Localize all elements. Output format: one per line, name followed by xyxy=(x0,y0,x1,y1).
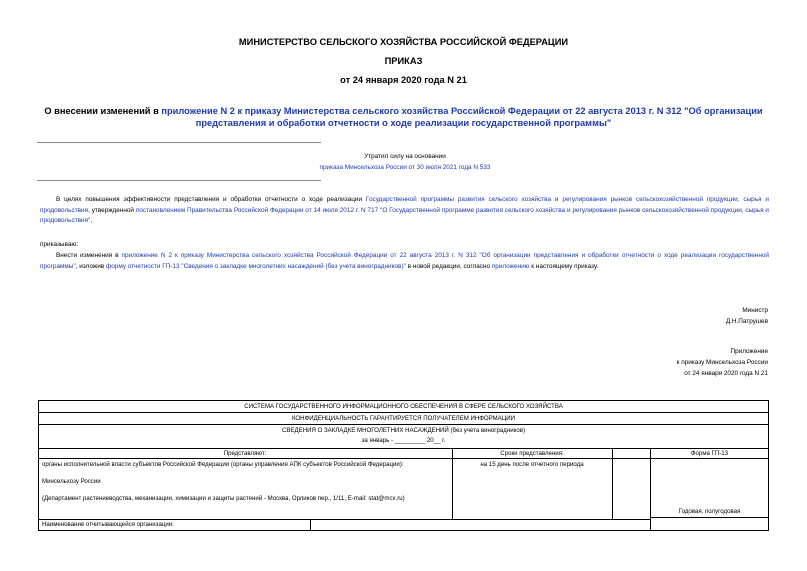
form-system: СИСТЕМА ГОСУДАРСТВЕННОГО ИНФОРМАЦИОННОГО ОБЕСПЕЧЕНИЯ В СФЕРЕ СЕЛЬСКОГО ХОЗЯЙСТВА xyxy=(244,403,563,410)
status-link[interactable]: приказа Минсельхоза России от 30 июля 2021 года N 533 xyxy=(319,164,491,171)
orders-word: приказываю: xyxy=(40,241,78,248)
org-name-label: Наименование отчитывающейся организации: xyxy=(42,521,174,528)
table-line xyxy=(38,530,769,531)
p2-link-form[interactable]: форму отчетности ГП-13 "Сведения о закладке многолетних насаждений (без учета виноградников)" xyxy=(105,262,406,270)
table-line xyxy=(650,448,651,530)
p1-link-resolution[interactable]: постановлением Правительства Российской Федерации от 14 июля 2012 г. N 717 "О Государственной программе развития сельского хозяйства и регулирования рынков сельскохозяйственной продукции, сырья и продовольствия" xyxy=(40,206,769,224)
page-title xyxy=(40,105,767,129)
paragraph-changes xyxy=(40,251,769,272)
signature-position: Министр xyxy=(742,307,768,314)
divider-top xyxy=(37,142,321,143)
doc-date: от 24 января 2020 года N 21 xyxy=(340,75,467,85)
table-line xyxy=(650,517,769,518)
signature-name: Д.Н.Патрушев xyxy=(725,318,768,325)
status-text: Утратил силу на основании xyxy=(364,153,446,160)
col-submit-header: Представляют: xyxy=(223,450,267,457)
p2-text-a: Внести изменения в xyxy=(56,252,122,259)
table-line xyxy=(38,412,769,413)
table-line xyxy=(38,458,769,459)
submitters-text: органы исполнительной власти субъектов Российской Федерации (органы управления АПК субъектов Российской Федерации): xyxy=(42,461,404,468)
table-line xyxy=(38,400,769,401)
form-period: за январь - _________ 20__ г. xyxy=(361,437,446,444)
col-deadline-header: Сроки представления: xyxy=(500,450,564,457)
frequency-text: Годовая, полугодовая xyxy=(678,508,741,515)
deadline-text: на 15 день после отчетного периода xyxy=(480,461,584,468)
table-line xyxy=(38,424,769,425)
p2-link-attachment[interactable]: приложению xyxy=(491,262,530,270)
divider-bottom xyxy=(37,180,321,181)
form-report-title: СВЕДЕНИЯ О ЗАКЛАДКЕ МНОГОЛЕТНИХ НАСАЖДЕНИЙ (без учета виноградников) xyxy=(281,427,526,434)
ministry-name: МИНИСТЕРСТВО СЕЛЬСКОГО ХОЗЯЙСТВА РОССИЙСКОЙ ФЕДЕРАЦИИ xyxy=(238,37,569,47)
form-confidential: КОНФИДЕНЦИАЛЬНОСТЬ ГАРАНТИРУЕТСЯ ПОЛУЧАТЕЛЕМ ИНФОРМАЦИИ xyxy=(291,415,516,422)
p1-text-a: В целях повышения эффективности представления и обработки отчетности о ходе реализации xyxy=(56,196,366,203)
title-prefix: О внесении изменений в xyxy=(44,106,162,116)
p1-text-c: , xyxy=(90,217,93,224)
doc-type: ПРИКАЗ xyxy=(384,56,423,66)
p1-link-program[interactable]: Государственной программы развития сельского хозяйства и регулирования рынков сельскохозяйственной продукции, сырья и продовольствия xyxy=(40,196,769,214)
p2-text-c: в новой редакции, согласно xyxy=(405,262,492,270)
appendix-line1: Приложение xyxy=(730,348,768,355)
org-name-field[interactable] xyxy=(311,520,650,530)
appendix-line2: к приказу Минсельхоза России xyxy=(676,359,768,366)
p2-text-b: , изложив xyxy=(75,262,106,270)
appendix-line3: от 24 января 2020 года N 21 xyxy=(684,370,768,377)
title-link[interactable]: приложение N 2 к приказу Министерства сельского хозяйства Российской Федерации от 22 августа 2013 г. N 312 "Об организации представления и обработки отчетности о ходе реализации государственной программы" xyxy=(161,106,763,128)
table-line xyxy=(612,448,613,519)
col-form-header: Форма ГП-13 xyxy=(690,450,729,457)
table-line xyxy=(38,448,769,449)
p2-text-d: к настоящему приказу. xyxy=(529,262,599,270)
recipient-text: Минсельхозу России xyxy=(42,478,101,485)
paragraph-purpose xyxy=(40,195,769,227)
table-line xyxy=(452,448,453,519)
p2-link-appendix[interactable]: приложение N 2 к приказу Министерства сельского хозяйства Российской Федерации от 22 августа 2013 г. N 312 "Об организации представления и обработки отчетности о ходе реализации государственной программы" xyxy=(40,252,769,270)
department-text: (Департамент растениеводства, механизации, химизации и защиты растений - Москва, Орликов пер., 1/11, E-mail: stat@mcx.ru) xyxy=(42,495,405,502)
p1-text-b: , утвержденной xyxy=(88,206,136,214)
